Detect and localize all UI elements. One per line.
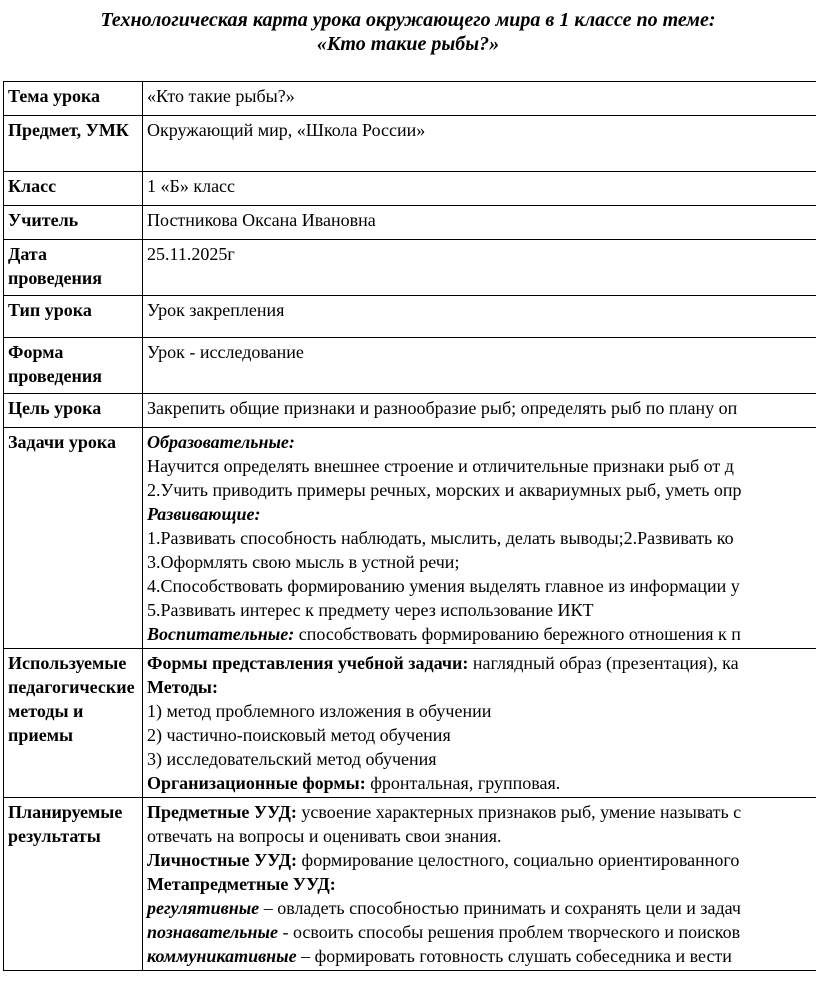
methods-forms-line — [147, 651, 816, 675]
results-subj-heading: Предметные УУД: — [147, 802, 297, 822]
label-date: Дата проведения — [4, 240, 143, 296]
row-teacher — [4, 206, 816, 240]
tasks-dev-line-1: 1.Развивать способность наблюдать, мыслить, делать выводы;2.Развивать ко — [147, 528, 734, 548]
methods-heading: Методы: — [147, 677, 218, 697]
results-com-heading: коммуникативные — [147, 946, 297, 966]
tasks-edu-line-1: Научится определять внешнее строение и отличительные признаки рыб от д — [147, 456, 734, 476]
tasks-edu-line-2: 2.Учить приводить примеры речных, морских и аквариумных рыб, уметь опр — [147, 480, 742, 500]
results-reg-heading: регулятивные — [147, 898, 260, 918]
lesson-card-table — [3, 81, 816, 971]
title-line-1: Технологическая карта урока окружающего мира в 1 классе по теме: — [100, 9, 716, 31]
row-topic — [4, 82, 816, 116]
methods-org-heading: Организационные формы: — [147, 773, 366, 793]
row-methods — [4, 649, 816, 798]
row-goal — [4, 394, 816, 428]
results-cog-text: - освоить способы решения проблем творческого и поисков — [277, 922, 741, 942]
tasks-dev-heading: Развивающие: — [147, 504, 261, 524]
methods-forms-heading: Формы представления учебной задачи: — [147, 653, 469, 673]
method-2: 2) частично-поисковый метод обучения — [147, 725, 451, 745]
value-class: 1 «Б» класс — [143, 172, 816, 206]
tasks-up-heading: Воспитательные: — [147, 624, 295, 644]
results-subj-text: усвоение характерных признаков рыб, умение называть с — [296, 802, 742, 822]
tasks-edu-heading: Образовательные: — [147, 432, 295, 452]
results-meta-heading: Метапредметные УУД: — [147, 874, 336, 894]
value-type: Урок закрепления — [143, 296, 816, 338]
method-1: 1) метод проблемного изложения в обучении — [147, 701, 492, 721]
tasks-upbringing-line — [147, 622, 816, 646]
value-methods — [143, 649, 816, 798]
tasks-dev-line-2: 3.Оформлять свою мысль в устной речи; — [147, 552, 460, 572]
label-results: Планируемые результаты — [4, 798, 143, 971]
method-3: 3) исследовательский метод обучения — [147, 749, 437, 769]
label-form: Форма проведения — [4, 338, 143, 394]
label-teacher: Учитель — [4, 206, 143, 240]
value-date: 25.11.2025г — [143, 240, 816, 296]
label-topic: Тема урока — [4, 82, 143, 116]
tasks-dev-line-4: 5.Развивать интерес к предмету через использование ИКТ — [147, 600, 594, 620]
results-pers-heading: Личностные УУД: — [147, 850, 298, 870]
label-type: Тип урока — [4, 296, 143, 338]
label-methods: Используемые педагогические методы и приемы — [4, 649, 143, 798]
results-pers-text: формирование целостного, социально ориентированного — [297, 850, 740, 870]
value-tasks — [143, 428, 816, 649]
document-title — [0, 8, 816, 56]
value-teacher: Постникова Оксана Ивановна — [143, 206, 816, 240]
methods-org-line — [147, 771, 816, 795]
label-class: Класс — [4, 172, 143, 206]
value-subject: Окружающий мир, «Школа России» — [143, 116, 816, 172]
row-date — [4, 240, 816, 296]
title-line-2: «Кто такие рыбы?» — [316, 33, 500, 55]
label-tasks: Задачи урока — [4, 428, 143, 649]
value-goal: Закрепить общие признаки и разнообразие рыб; определять рыб по плану оп — [143, 394, 816, 428]
row-subject — [4, 116, 816, 172]
label-subject: Предмет, УМК — [4, 116, 143, 172]
row-class — [4, 172, 816, 206]
methods-forms-text: наглядный образ (презентация), ка — [468, 653, 739, 673]
value-topic: «Кто такие рыбы?» — [143, 82, 816, 116]
value-form: Урок - исследование — [143, 338, 816, 394]
results-com-text: – формировать готовность слушать собеседника и вести — [296, 946, 732, 966]
label-goal: Цель урока — [4, 394, 143, 428]
row-tasks — [4, 428, 816, 649]
row-results — [4, 798, 816, 971]
value-results — [143, 798, 816, 971]
results-reg-text: – овладеть способностью принимать и сохранять цели и задач — [259, 898, 741, 918]
results-cog-heading: познавательные — [147, 922, 278, 942]
row-form — [4, 338, 816, 394]
row-type — [4, 296, 816, 338]
methods-org-text: фронтальная, групповая. — [365, 773, 561, 793]
tasks-dev-line-3: 4.Способствовать формированию умения выделять главное из информации у — [147, 576, 740, 596]
tasks-up-text: способствовать формированию бережного отношения к п — [294, 624, 741, 644]
results-subj-line-2: отвечать на вопросы и оценивать свои знания. — [147, 826, 502, 846]
